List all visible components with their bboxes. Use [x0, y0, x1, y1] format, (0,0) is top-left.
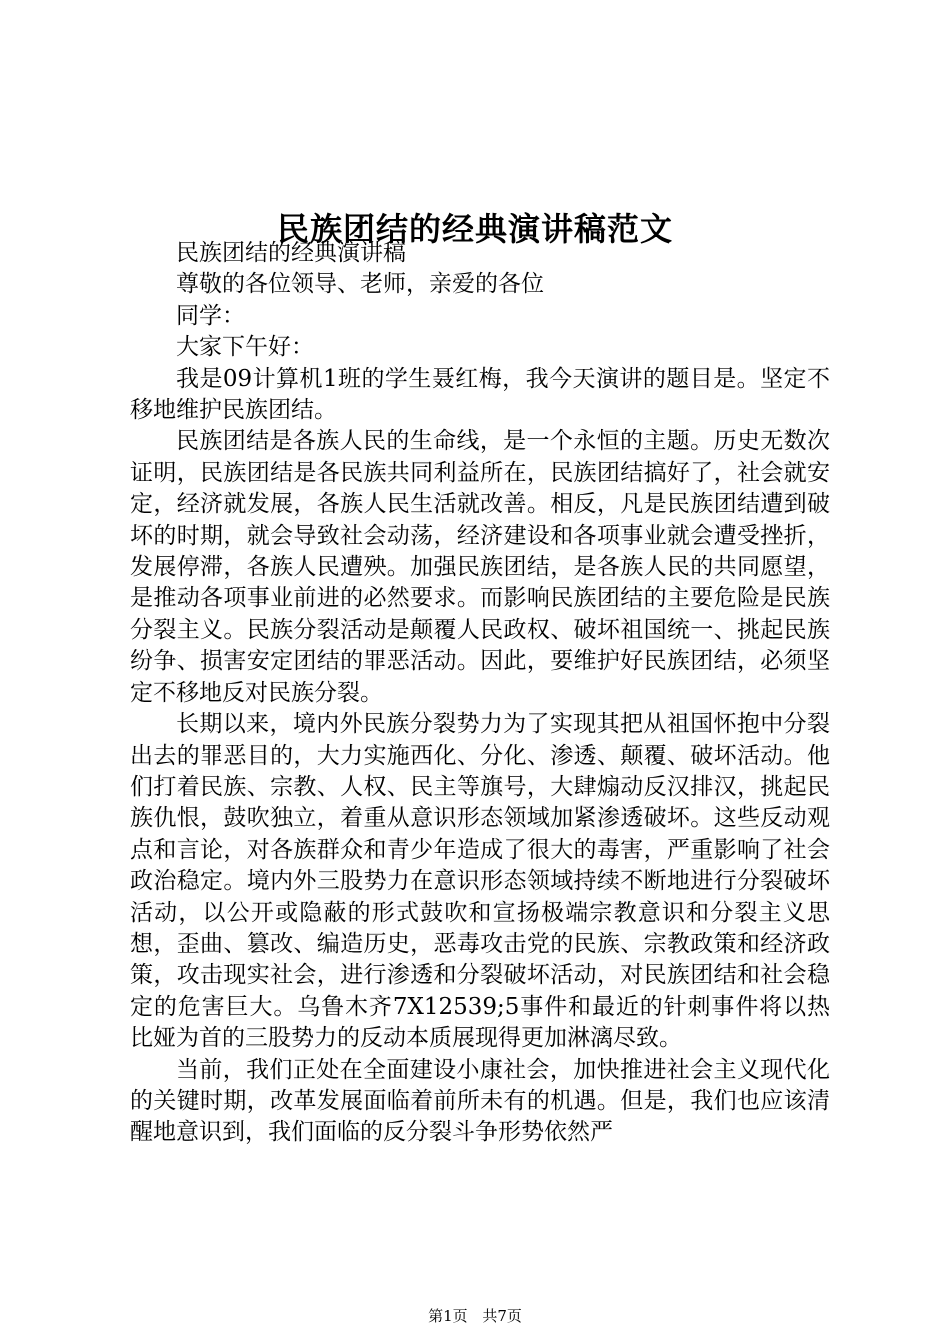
- document-title: 民族团结的经典演讲稿范文: [276, 210, 673, 249]
- speech-heading: 民族团结的经典演讲稿: [176, 240, 406, 266]
- body-paragraph: 当前，我们正处在全面建设小康社会，加快推进社会主义现代化的关键时期，改革发展面临着前所未有的机遇。但是，我们也应该清醒地意识到，我们面临的反分裂斗争形势依然严: [130, 1056, 830, 1146]
- body-paragraph: 民族团结是各族人民的生命线，是一个永恒的主题。历史无数次证明，民族团结是各民族共同利益所在，民族团结搞好了，社会就安定，经济就发展，各族人民生活就改善。相反，凡是民族团结遭到破坏的时期，就会导致社会动荡，经济建设和各项事业就会遭受挫折，发展停滞，各族人民遭殃。加强民族团结，是各族人民的共同愿望，是推动各项事业前进的必然要求。而影响民族团结的主要危险是民族分裂主义。民族分裂活动是颠覆人民政权、破坏祖国统一、挑起民族纷争、损害安定团结的罪恶活动。因此，要维护好民族团结，必须坚定不移地反对民族分裂。: [130, 428, 830, 706]
- page-number: 第1页: [428, 1307, 468, 1325]
- salutation-continued: 同学：: [176, 302, 245, 329]
- body-paragraph: 长期以来，境内外民族分裂势力为了实现其把从祖国怀抱中分裂出去的罪恶目的，大力实施西化、分化、渗透、颠覆、破坏活动。他们打着民族、宗教、人权、民主等旗号，大肆煽动反汉排汉，挑起民族仇恨，鼓吹独立，着重从意识形态领域加紧渗透破坏。这些反动观点和言论，对各族群众和青少年造成了很大的毒害，严重影响了社会政治稳定。境内外三股势力在意识形态领域持续不断地进行分裂破坏活动，以公开或隐蔽的形式鼓吹和宣扬极端宗教意识和分裂主义思想，歪曲、篡改、编造历史，恶毒攻击党的民族、宗教政策和经济政策，攻击现实社会，进行渗透和分裂破坏活动，对民族团结和社会稳定的危害巨大。乌鲁木齐7X12539;5事件和最近的针刺事件将以热比娅为首的三股势力的反动本质展现得更加淋漓尽致。: [130, 711, 830, 1052]
- body-paragraph: 我是09计算机1班的学生聂红梅，我今天演讲的题目是。坚定不移地维护民族团结。: [130, 365, 830, 424]
- page-footer: [0, 1306, 950, 1326]
- page-total: 共7页: [482, 1307, 522, 1325]
- greeting-line: 大家下午好：: [176, 334, 314, 361]
- salutation-line: 尊敬的各位领导、老师，亲爱的各位: [176, 271, 544, 298]
- document-body: [130, 238, 830, 1149]
